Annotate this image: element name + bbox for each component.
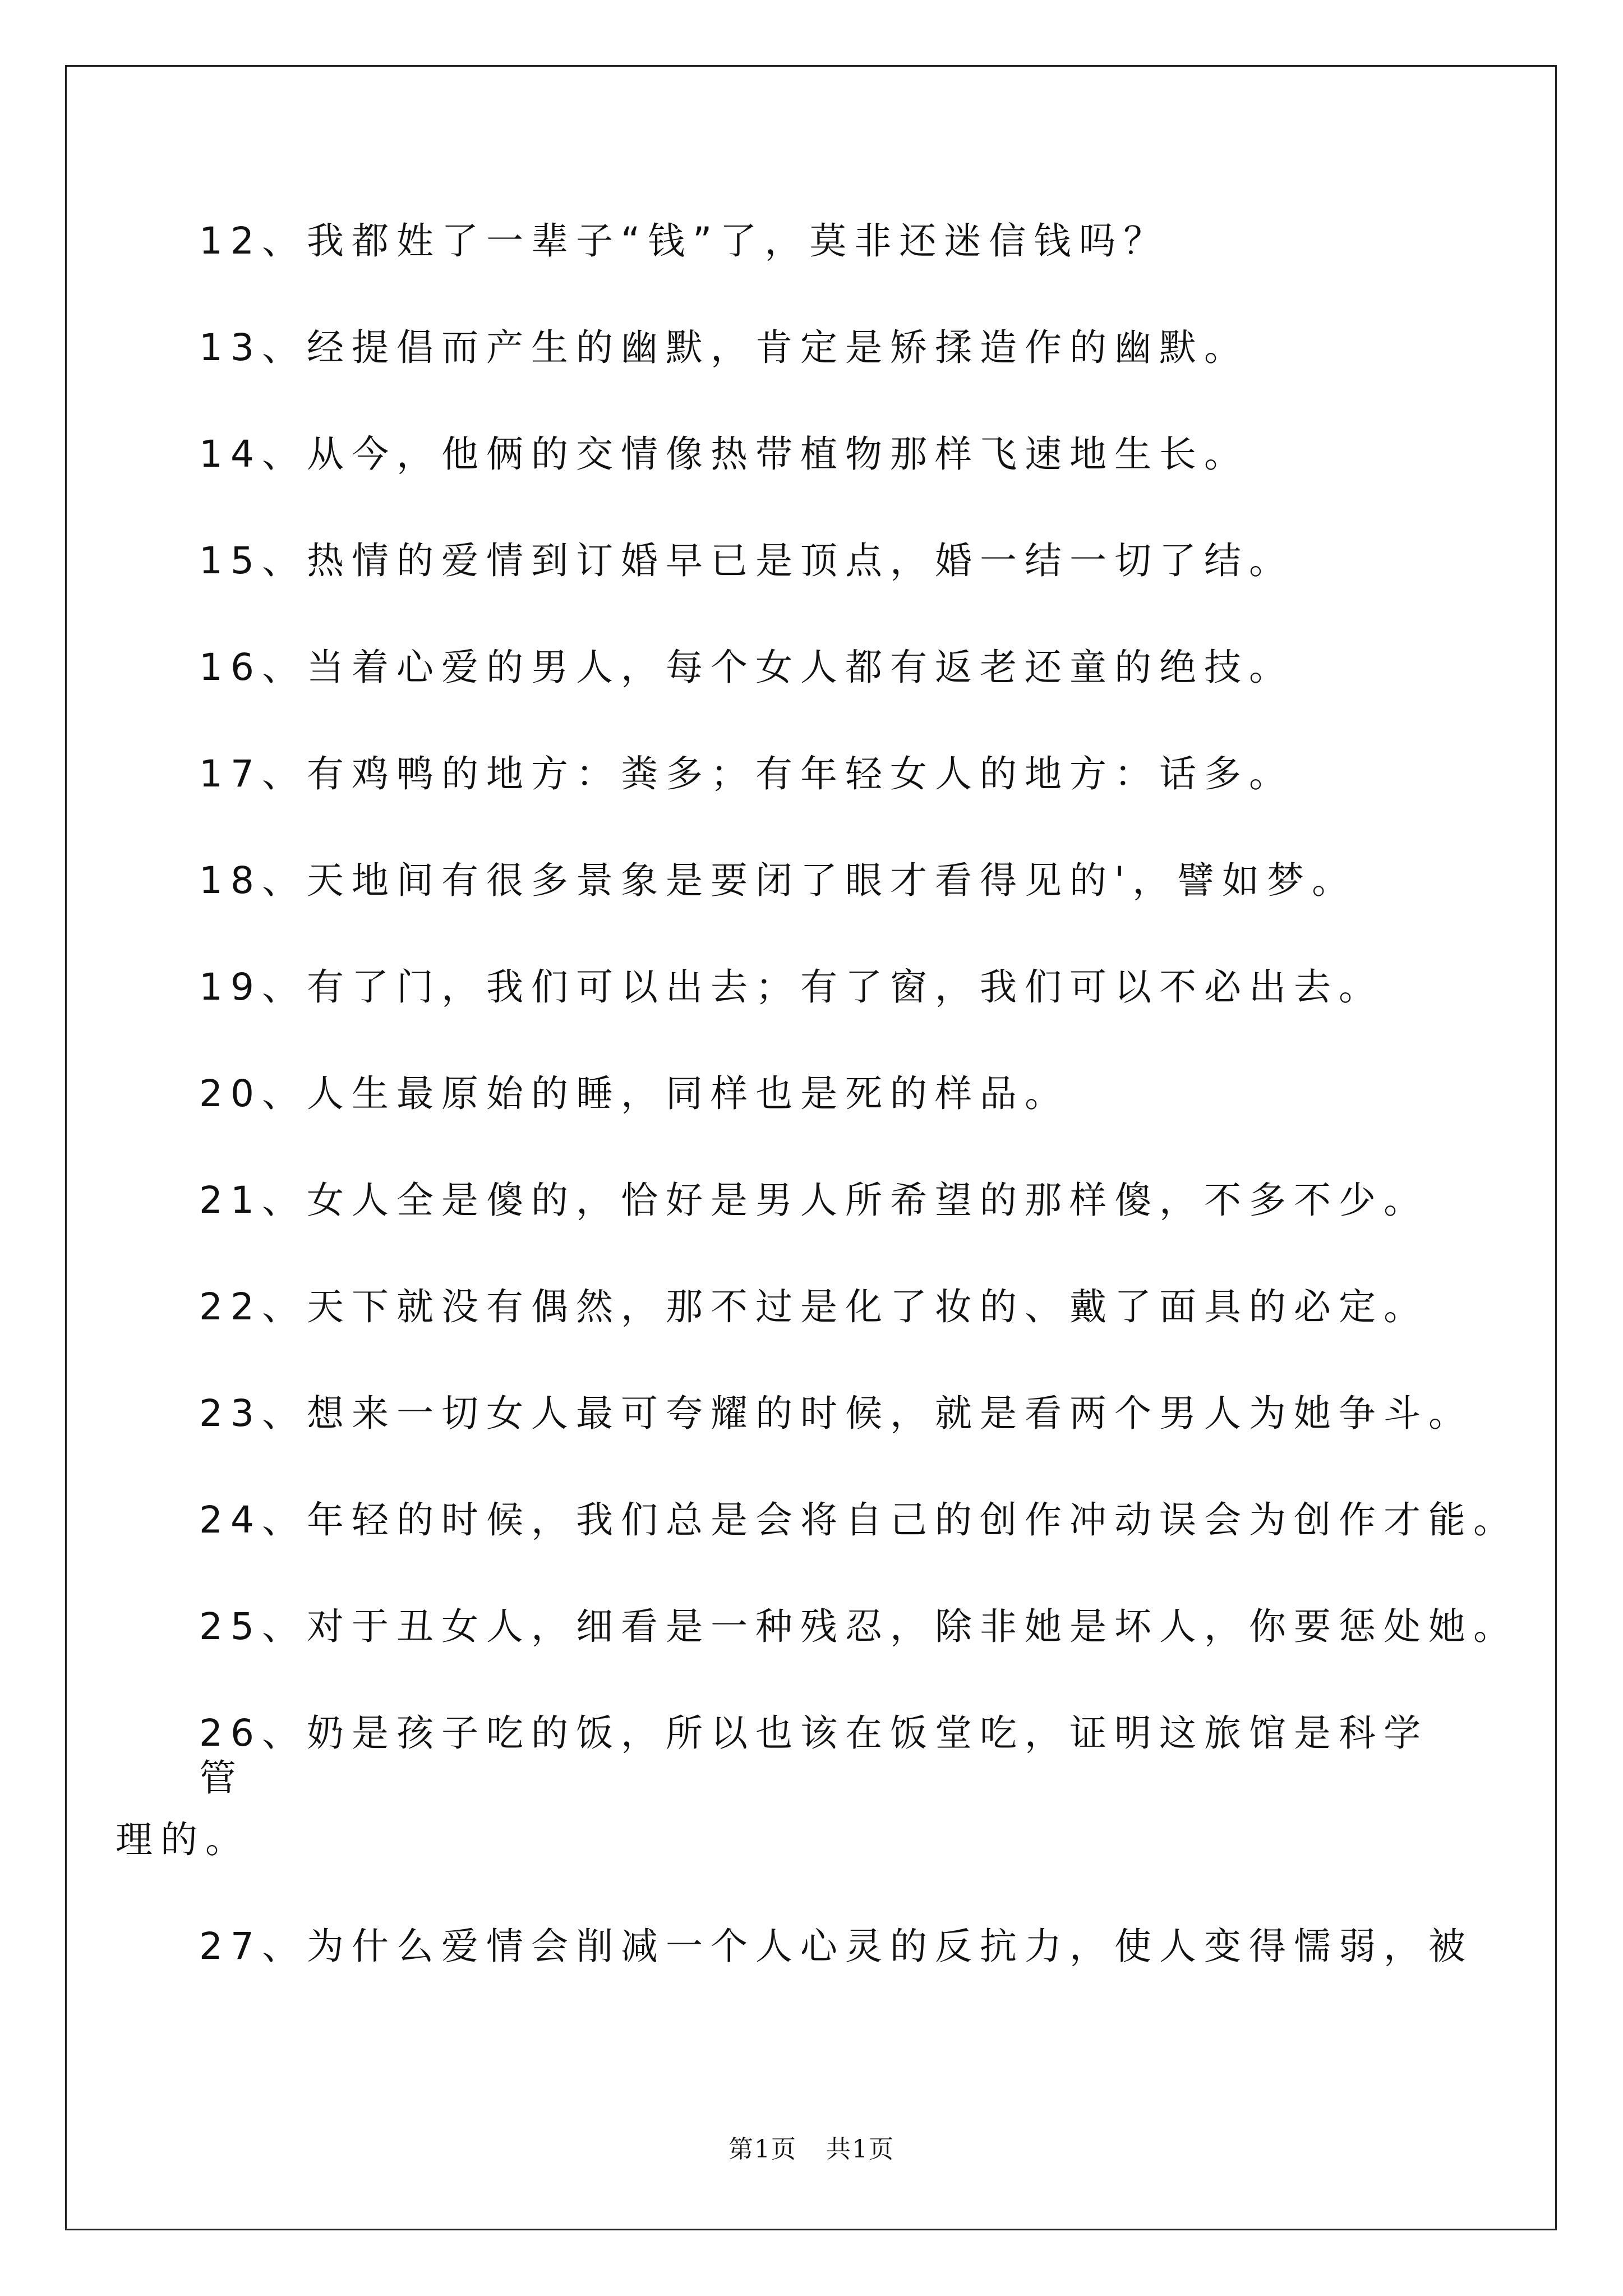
paragraph-14: 14、从今，他俩的交情像热带植物那样飞速地生长。	[199, 432, 1249, 476]
paragraph-16: 16、当着心爱的男人，每个女人都有返老还童的绝技。	[199, 646, 1294, 689]
paragraph-26-line-2: 理的。	[116, 1818, 250, 1861]
paragraph-19: 19、有了门，我们可以出去；有了窗，我们可以不必出去。	[199, 965, 1384, 1009]
paragraph-20: 20、人生最原始的睡，同样也是死的样品。	[199, 1072, 1069, 1115]
paragraph-21: 21、女人全是傻的，恰好是男人所希望的那样傻，不多不少。	[199, 1179, 1428, 1222]
paragraph-17: 17、有鸡鸭的地方：粪多；有年轻女人的地方：话多。	[199, 752, 1294, 795]
paragraph-23: 23、想来一切女人最可夸耀的时候，就是看两个男人为她争斗。	[199, 1392, 1473, 1435]
paragraph-24: 24、年轻的时候，我们总是会将自己的创作冲动误会为创作才能。	[199, 1498, 1518, 1542]
page-total: 共1页	[826, 2135, 895, 2164]
paragraph-25: 25、对于丑女人，细看是一种残忍，除非她是坏人，你要惩处她。	[199, 1605, 1518, 1648]
paragraph-26	[116, 1711, 1450, 1924]
paragraph-13: 13、经提倡而产生的幽默，肯定是矫揉造作的幽默。	[199, 326, 1249, 369]
page-number: 第1页	[728, 2135, 797, 2164]
document-body	[116, 219, 1518, 2031]
paragraph-26-line-1: 26、奶是孩子吃的饭，所以也该在饭堂吃，证明这旅馆是科学管	[199, 1711, 1428, 1800]
paragraph-18: 18、天地间有很多景象是要闭了眼才看得见的'，譬如梦。	[199, 859, 1357, 902]
paragraph-15: 15、热情的爱情到订婚早已是顶点，婚一结一切了结。	[199, 539, 1294, 582]
page-footer	[0, 2129, 1623, 2165]
paragraph-22: 22、天下就没有偶然，那不过是化了妆的、戴了面具的必定。	[199, 1285, 1428, 1328]
paragraph-12: 12、我都姓了一辈子“钱”了，莫非还迷信钱吗？	[199, 219, 1169, 263]
paragraph-27: 27、为什么爱情会削减一个人心灵的反抗力，使人变得懦弱，被	[199, 1925, 1473, 1968]
